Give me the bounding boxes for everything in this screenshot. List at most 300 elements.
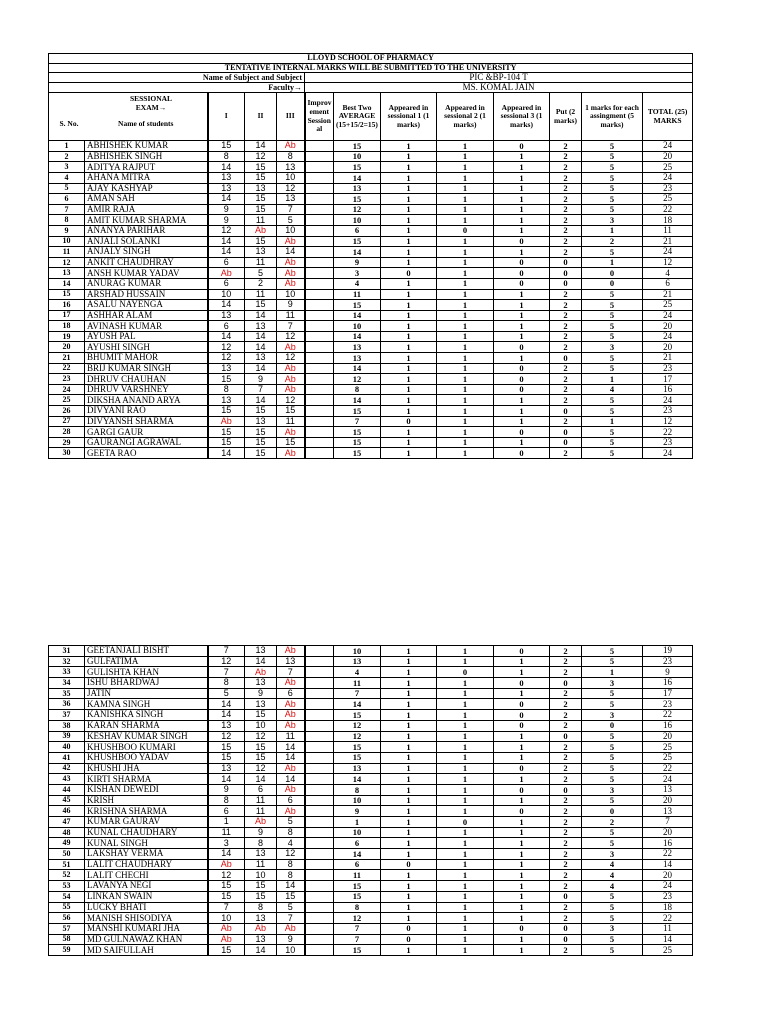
table-row [49,934,693,945]
sessional-1-cell: 14 [208,247,245,258]
table-row [49,774,693,785]
sessional-2-cell: Ab [245,817,277,828]
assignment-cell: 5 [582,742,643,753]
appeared-1-cell: 0 [381,923,437,934]
put-cell: 2 [550,667,582,678]
put-cell: 0 [550,278,582,289]
total-cell: 18 [643,215,693,226]
sessional-2-cell: 2 [245,278,277,289]
sessional-3-cell: Ab [277,342,305,353]
appeared-3-cell: 1 [494,353,550,364]
table-row [49,247,693,258]
assignment-cell: 5 [582,321,643,332]
improvement-cell [305,395,334,406]
student-name-cell: KISHAN DEWEDI [85,784,208,795]
best-two-average-cell: 4 [334,278,381,289]
appeared-3-cell: 1 [494,731,550,742]
sno-cell: 2 [49,151,85,162]
appeared-1-cell: 1 [381,646,437,657]
student-name-cell: JATIN [85,688,208,699]
table-row [49,310,693,321]
table-row [49,448,693,459]
total-cell: 9 [643,667,693,678]
sno-cell: 43 [49,774,85,785]
best-two-average-cell: 11 [334,289,381,300]
sessional-2-cell: 12 [245,763,277,774]
put-cell: 2 [550,342,582,353]
appeared-1-cell: 1 [381,881,437,892]
appeared-2-cell: 1 [437,881,494,892]
sessional-1-cell: 3 [208,838,245,849]
sessional-3-cell: 12 [277,331,305,342]
best-two-average-cell: 15 [334,742,381,753]
table-row [49,923,693,934]
appeared-3-cell: 1 [494,331,550,342]
student-name-cell: KHUSHBOO YADAV [85,752,208,763]
appeared-2-cell: 1 [437,395,494,406]
appeared-3-cell: 1 [494,194,550,205]
sessional-2-cell: 12 [245,731,277,742]
sessional-2-cell: 15 [245,427,277,438]
sessional-2-cell: 15 [245,194,277,205]
appeared-3-cell: 1 [494,321,550,332]
assignment-cell: 4 [582,859,643,870]
total-cell: 12 [643,416,693,427]
sno-cell: 55 [49,902,85,913]
sessional-3-cell: Ab [277,763,305,774]
sno-cell: 28 [49,427,85,438]
sno-cell: 42 [49,763,85,774]
best-two-average-cell: 12 [334,913,381,924]
sno-cell: 18 [49,321,85,332]
table-row [49,151,693,162]
table-row [49,699,693,710]
improvement-cell [305,268,334,279]
appeared-3-cell: 0 [494,268,550,279]
sessional-2-cell: 8 [245,838,277,849]
appeared-3-cell: 1 [494,827,550,838]
sessional-3-cell: 13 [277,162,305,173]
assignment-cell: 1 [582,257,643,268]
assignment-cell: 5 [582,353,643,364]
improvement-cell [305,795,334,806]
improvement-cell [305,806,334,817]
total-cell: 16 [643,384,693,395]
total-cell: 22 [643,913,693,924]
appeared-2-cell: 1 [437,289,494,300]
student-name-cell: ARSHAD HUSSAIN [85,289,208,300]
put-cell: 2 [550,945,582,956]
assignment-cell: 1 [582,374,643,385]
appeared-3-cell: 1 [494,416,550,427]
sessional-3-cell: Ab [277,384,305,395]
best-two-average-cell: 15 [334,945,381,956]
sno-cell: 30 [49,448,85,459]
appeared-2-cell: 1 [437,353,494,364]
appeared-1-cell: 1 [381,688,437,699]
sno-cell: 12 [49,257,85,268]
assignment-cell: 5 [582,363,643,374]
sno-cell: 21 [49,353,85,364]
sno-cell: 35 [49,688,85,699]
put-cell: 2 [550,310,582,321]
put-cell: 2 [550,774,582,785]
table-row [49,374,693,385]
best-two-average-cell: 14 [334,849,381,860]
table-row [49,849,693,860]
table-row [49,194,693,205]
best-two-average-cell: 15 [334,437,381,448]
best-two-average-cell: 15 [334,881,381,892]
appeared-1-cell: 1 [381,913,437,924]
assignment-cell: 5 [582,774,643,785]
appeared-2-cell: 1 [437,363,494,374]
assignment-cell: 5 [582,141,643,152]
sessional-3-cell: Ab [277,678,305,689]
sessional-2-cell: 14 [245,331,277,342]
appeared-3-cell: 0 [494,699,550,710]
student-name-cell: ANJALY SINGH [85,247,208,258]
best-two-average-cell: 13 [334,763,381,774]
put-cell: 0 [550,353,582,364]
sessional-1-cell: Ab [208,934,245,945]
sessional-3-cell: 14 [277,247,305,258]
improvement-cell [305,720,334,731]
put-cell: 2 [550,795,582,806]
improvement-cell [305,742,334,753]
assignment-cell: 0 [582,806,643,817]
sessional-2-cell: 12 [245,151,277,162]
appeared-2-cell: 0 [437,667,494,678]
sessional-3-cell: 10 [277,172,305,183]
sessional-3-cell: Ab [277,699,305,710]
appeared-3-cell: 1 [494,437,550,448]
appeared-3-cell: 1 [494,688,550,699]
appeared-1-cell: 1 [381,795,437,806]
sessional-2-cell: Ab [245,923,277,934]
total-cell: 25 [643,194,693,205]
put-cell: 0 [550,934,582,945]
assignment-cell: 5 [582,646,643,657]
appeared-3-cell: 1 [494,870,550,881]
appeared-2-cell: 1 [437,859,494,870]
sno-cell: 19 [49,331,85,342]
sno-cell: 38 [49,720,85,731]
appeared-1-cell: 1 [381,870,437,881]
appeared-2-cell: 1 [437,891,494,902]
improvement-cell [305,363,334,374]
appeared-3-cell: 1 [494,310,550,321]
sno-cell: 54 [49,891,85,902]
student-name-cell: ASHHAR ALAM [85,310,208,321]
sessional-1-cell: 13 [208,720,245,731]
table-row [49,321,693,332]
school-title: LLOYD SCHOOL OF PHARMACY [49,54,693,64]
sessional-3-cell: 10 [277,225,305,236]
appeared-3-cell: 1 [494,913,550,924]
student-name-cell: GULISHTA KHAN [85,667,208,678]
sno-cell: 17 [49,310,85,321]
student-name-cell: ANJALI SOLANKI [85,236,208,247]
appeared-3-cell: 0 [494,923,550,934]
table-row [49,752,693,763]
student-name-cell: AMIR RAJA [85,204,208,215]
sno-cell: 46 [49,806,85,817]
assignment-cell: 5 [582,795,643,806]
improvement-cell [305,374,334,385]
improvement-cell [305,688,334,699]
sessional-2-cell: 14 [245,342,277,353]
improvement-cell [305,817,334,828]
best-two-average-cell: 6 [334,838,381,849]
appeared-3-cell: 1 [494,162,550,173]
sessional-1-cell: 7 [208,667,245,678]
sessional-1-cell: 13 [208,763,245,774]
improvement-cell [305,881,334,892]
sessional-3-cell: 8 [277,827,305,838]
sno-cell: 56 [49,913,85,924]
appeared-3-cell: 0 [494,806,550,817]
improvement-cell [305,667,334,678]
best-two-average-cell: 15 [334,710,381,721]
improvement-cell [305,257,334,268]
assignment-cell: 5 [582,247,643,258]
sno-cell: 49 [49,838,85,849]
assignment-cell: 5 [582,427,643,438]
sessional-1-cell: 8 [208,795,245,806]
sessional-1-cell: 15 [208,406,245,417]
sessional-2-cell: 15 [245,204,277,215]
assignment-cell: 2 [582,817,643,828]
total-cell: 7 [643,817,693,828]
best-two-average-cell: 15 [334,194,381,205]
improvement-cell [305,310,334,321]
assignment-cell: 5 [582,194,643,205]
student-name-cell: GARGI GAUR [85,427,208,438]
total-cell: 16 [643,678,693,689]
sessional-3-cell: 7 [277,913,305,924]
sessional-1-cell: 6 [208,321,245,332]
improvement-cell [305,752,334,763]
improvement-cell [305,215,334,226]
put-cell: 2 [550,183,582,194]
appeared-1-cell: 0 [381,268,437,279]
assignment-cell: 3 [582,710,643,721]
put-cell: 2 [550,384,582,395]
appeared-1-cell: 1 [381,437,437,448]
best-two-average-cell: 8 [334,902,381,913]
table-row [49,870,693,881]
appeared-1-cell: 1 [381,774,437,785]
sessional-3-cell: 13 [277,656,305,667]
student-name-cell: GAURANGI AGRAWAL [85,437,208,448]
appeared-1-cell: 1 [381,331,437,342]
sno-cell: 15 [49,289,85,300]
assignment-cell: 5 [582,688,643,699]
best-two-average-cell: 3 [334,268,381,279]
total-cell: 22 [643,204,693,215]
improvement-cell [305,763,334,774]
sessional-2-cell: 14 [245,141,277,152]
sno-cell: 57 [49,923,85,934]
sessional-2-cell: 14 [245,774,277,785]
student-name-cell: ASALU NAYENGA [85,300,208,311]
sessional-1-cell: 12 [208,656,245,667]
appeared-2-cell: 1 [437,321,494,332]
put-cell: 2 [550,688,582,699]
table-row [49,395,693,406]
appeared-3-cell: 1 [494,667,550,678]
sessional-1-cell: 9 [208,204,245,215]
total-cell: 23 [643,183,693,194]
appeared-2-cell: 1 [437,151,494,162]
student-name-cell: ANKIT CHAUDHRAY [85,257,208,268]
appeared-3-cell: 1 [494,151,550,162]
improvement-cell [305,342,334,353]
appeared-3-cell: 0 [494,342,550,353]
appeared-3-cell: 0 [494,763,550,774]
improvement-cell [305,384,334,395]
sessional-1-cell: 9 [208,215,245,226]
sno-cell: 45 [49,795,85,806]
best-two-average-cell: 11 [334,870,381,881]
sno-cell: 31 [49,646,85,657]
best-two-average-cell: 6 [334,859,381,870]
sessional-3-cell: 9 [277,300,305,311]
sessional-3-cell: Ab [277,141,305,152]
improvement-cell [305,278,334,289]
sno-cell: 22 [49,363,85,374]
sessional-1-cell: 8 [208,151,245,162]
student-name-cell: ANURAG KUMAR [85,278,208,289]
sessional-1-cell: 14 [208,331,245,342]
assignment-cell: 5 [582,406,643,417]
sessional-2-cell: 9 [245,374,277,385]
sessional-2-cell: 13 [245,913,277,924]
appeared-2-cell: 1 [437,406,494,417]
total-cell: 20 [643,151,693,162]
best-two-average-cell: 14 [334,774,381,785]
appeared-2-cell: 1 [437,806,494,817]
appeared-2-cell: 1 [437,194,494,205]
appeared-3-cell: 1 [494,849,550,860]
table-row [49,268,693,279]
improvement-cell [305,151,334,162]
sno-cell: 48 [49,827,85,838]
put-cell: 2 [550,710,582,721]
best-two-average-cell: 14 [334,699,381,710]
table-row [49,300,693,311]
put-cell: 2 [550,656,582,667]
put-cell: 2 [550,699,582,710]
sessional-3-cell: Ab [277,806,305,817]
sessional-2-cell: 13 [245,416,277,427]
sessional-1-cell: Ab [208,268,245,279]
student-name-cell: KHUSHI JHA [85,763,208,774]
appeared-1-cell: 1 [381,427,437,438]
appeared-2-cell: 1 [437,795,494,806]
appeared-2-cell: 1 [437,141,494,152]
sessional-3-cell: 5 [277,817,305,828]
student-name-cell: ABHISHEK SINGH [85,151,208,162]
sessional-1-cell: 14 [208,236,245,247]
table-row [49,342,693,353]
sessional-3-cell: Ab [277,720,305,731]
appeared-2-cell: 1 [437,838,494,849]
best-two-average-cell: 15 [334,300,381,311]
appeared-2-cell: 1 [437,257,494,268]
improvement-cell [305,913,334,924]
put-cell: 0 [550,427,582,438]
sessional-1-cell: 15 [208,945,245,956]
appeared-2-cell: 1 [437,945,494,956]
sessional-1-cell: 11 [208,827,245,838]
sno-cell: 50 [49,849,85,860]
table-row [49,710,693,721]
put-cell: 2 [550,646,582,657]
sessional-2-cell: 9 [245,827,277,838]
sessional-1-cell: 13 [208,395,245,406]
appeared-2-cell: 1 [437,720,494,731]
student-name-cell: AHANA MITRA [85,172,208,183]
sessional-2-cell: 11 [245,257,277,268]
sessional-2-cell: 14 [245,310,277,321]
appeared-3-cell: 0 [494,236,550,247]
sessional-2-cell: 13 [245,183,277,194]
put-cell: 2 [550,859,582,870]
sessional-2-cell: 13 [245,321,277,332]
assignment-cell: 3 [582,678,643,689]
best-two-average-cell: 13 [334,183,381,194]
sessional-3-cell: Ab [277,448,305,459]
put-cell: 0 [550,923,582,934]
total-cell: 20 [643,870,693,881]
assignment-cell: 4 [582,384,643,395]
column-headers-names [49,93,208,141]
appeared-2-cell: 1 [437,646,494,657]
appeared-1-cell: 1 [381,806,437,817]
sessional-3-cell: 6 [277,688,305,699]
sessional-1-cell: 7 [208,902,245,913]
best-two-average-cell: 15 [334,448,381,459]
student-rows-1 [49,141,693,459]
appeared-1-cell: 1 [381,204,437,215]
sessional-2-cell: 9 [245,688,277,699]
appeared-3-cell: 1 [494,817,550,828]
sessional-2-cell: 15 [245,406,277,417]
put-cell: 2 [550,247,582,258]
sessional-1-cell: 7 [208,646,245,657]
put-cell: 0 [550,437,582,448]
assignment-cell: 5 [582,151,643,162]
sessional-1-cell: 12 [208,870,245,881]
improvement-cell [305,353,334,364]
best-two-average-cell: 6 [334,225,381,236]
appeared-3-cell: 0 [494,646,550,657]
student-name-cell: DIVYANI RAO [85,406,208,417]
table-row [49,162,693,173]
assignment-cell: 5 [582,827,643,838]
faculty-value: MS. KOMAL JAIN [305,83,693,93]
sessional-1-cell: 6 [208,806,245,817]
appeared-2-cell: 1 [437,678,494,689]
assignment-cell: 1 [582,225,643,236]
best-two-average-cell: 10 [334,215,381,226]
sno-cell: 1 [49,141,85,152]
appeared-3-cell: 1 [494,742,550,753]
table-row [49,742,693,753]
table-row [49,720,693,731]
